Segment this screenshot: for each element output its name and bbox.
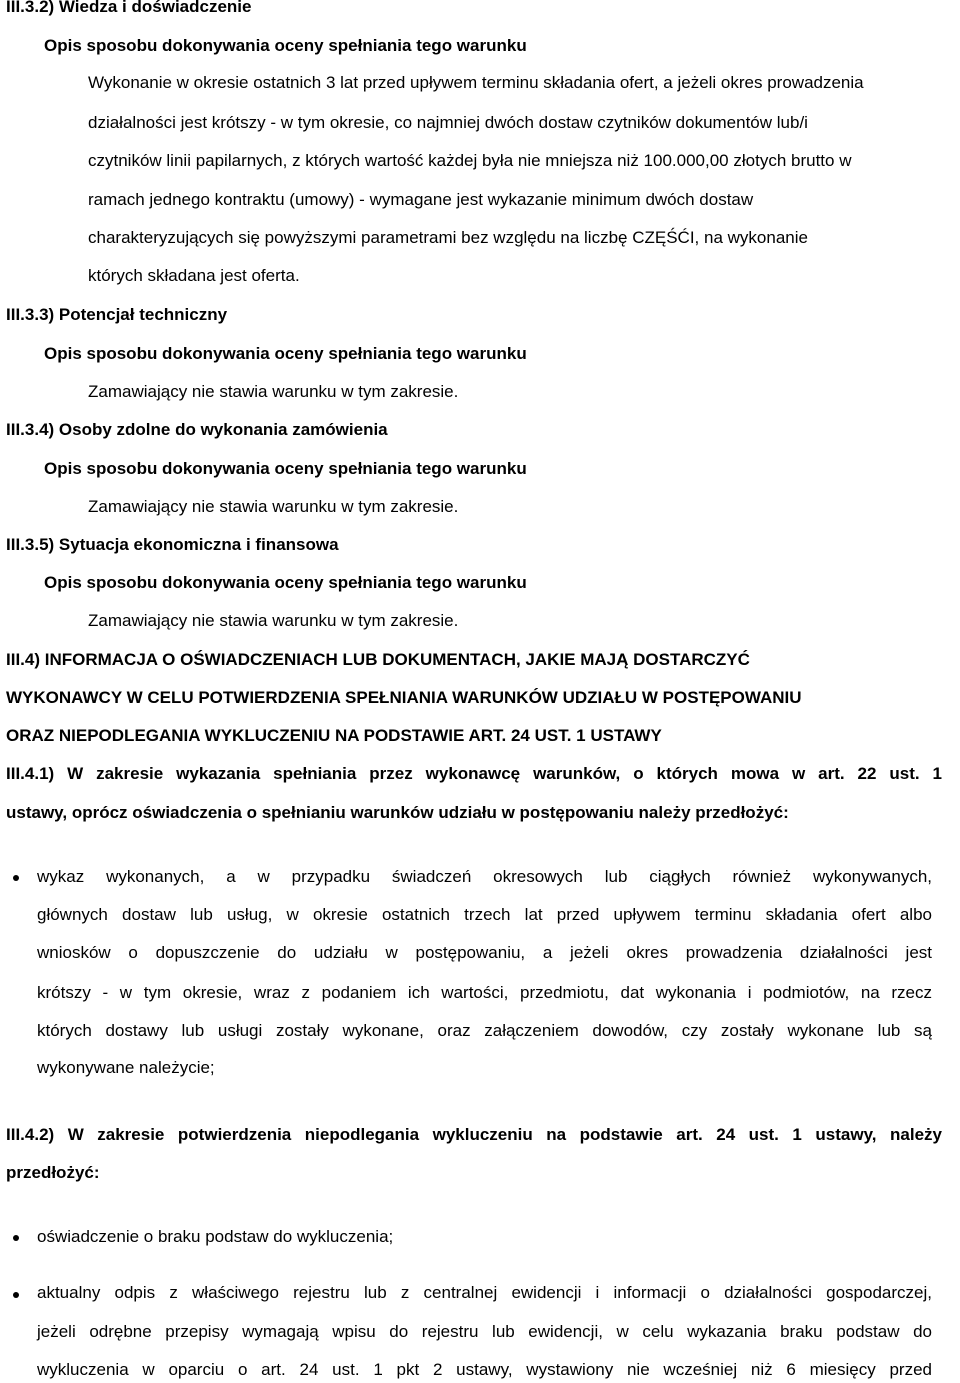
section-heading-informacja: ORAZ NIEPODLEGANIA WYKLUCZENIU NA PODSTAWIE ART. 24 UST. 1 USTAWY — [6, 726, 662, 745]
paragraph-line: ramach jednego kontraktu (umowy) - wymagane jest wykazanie minimum dwóch dostaw — [88, 190, 754, 209]
assessment-description-label: Opis sposobu dokonywania oceny spełniania tego warunku — [44, 344, 527, 363]
assessment-description-label: Opis sposobu dokonywania oceny spełniania tego warunku — [44, 36, 527, 55]
list-item-line: wniosków o dopuszczenie do udziału w postępowaniu, a jeżeli okres prowadzenia działalności jest — [37, 943, 932, 962]
subsection-heading-4-1: III.4.1) W zakresie wykazania spełniania przez wykonawcę warunków, o których mowa w art. 22 ust. 1 — [6, 764, 942, 783]
list-item-line: głównych dostaw lub usług, w okresie ostatnich trzech lat przed upływem terminu składania ofert albo — [37, 905, 932, 924]
subsection-heading-4-1: ustawy, oprócz oświadczenia o spełnianiu warunków udziału w postępowaniu należy przedłożyć: — [6, 803, 789, 822]
paragraph-line: Zamawiający nie stawia warunku w tym zakresie. — [88, 497, 459, 516]
paragraph-line: Zamawiający nie stawia warunku w tym zakresie. — [88, 382, 459, 401]
list-item-line: oświadczenie o braku podstaw do wykluczenia; — [37, 1227, 394, 1246]
subsection-heading-4-2: III.4.2) W zakresie potwierdzenia niepodlegania wykluczeniu na podstawie art. 24 ust. 1 ustawy, należy — [6, 1125, 942, 1144]
paragraph-line: czytników linii papilarnych, z których wartość każdej była nie mniejsza niż 100.000,00 złotych brutto w — [88, 151, 852, 170]
list-item-line: wykluczenia w oparciu o art. 24 ust. 1 pkt 2 ustawy, wystawiony nie wcześniej niż 6 miesięcy przed — [37, 1360, 932, 1379]
subsection-heading-4-2: przedłożyć: — [6, 1163, 100, 1182]
assessment-description-label: Opis sposobu dokonywania oceny spełniania tego warunku — [44, 459, 527, 478]
bullet-icon — [13, 1235, 19, 1241]
list-item-line: aktualny odpis z właściwego rejestru lub z centralnej ewidencji i informacji o działalności gospodarczej, — [37, 1283, 932, 1302]
list-item-line: wykaz wykonanych, a w przypadku świadczeń okresowych lub ciągłych również wykonywanych, — [37, 867, 932, 886]
assessment-description-label: Opis sposobu dokonywania oceny spełniania tego warunku — [44, 573, 527, 592]
list-item-line: wykonywane należycie; — [37, 1058, 215, 1077]
bullet-icon — [13, 875, 19, 881]
paragraph-line: których składana jest oferta. — [88, 266, 300, 285]
list-item-line: których dostawy lub usługi zostały wykonane, oraz załączeniem dowodów, czy zostały wykonane lub są — [37, 1021, 932, 1040]
bullet-icon — [13, 1292, 19, 1298]
paragraph-line: działalności jest krótszy - w tym okresie, co najmniej dwóch dostaw czytników dokumentów lub/i — [88, 113, 808, 132]
section-heading-osoby: III.3.4) Osoby zdolne do wykonania zamówienia — [6, 420, 388, 439]
list-item-line: jeżeli odrębne przepisy wymagają wpisu do rejestru lub ewidencji, w celu wykazania braku podstaw do — [37, 1322, 932, 1341]
section-heading-potencjal: III.3.3) Potencjał techniczny — [6, 305, 228, 324]
section-heading-informacja: III.4) INFORMACJA O OŚWIADCZENIACH LUB DOKUMENTACH, JAKIE MAJĄ DOSTARCZYĆ — [6, 650, 750, 669]
paragraph-line: charakteryzujących się powyższymi parametrami bez względu na liczbę CZĘŚĆI, na wykonanie — [88, 228, 808, 247]
section-heading-wiedza: III.3.2) Wiedza i doświadczenie — [6, 0, 252, 16]
list-item-line: krótszy - w tym okresie, wraz z podaniem ich wartości, przedmiotu, dat wykonania i podmiotów, na rzecz — [37, 983, 932, 1002]
paragraph-line: Zamawiający nie stawia warunku w tym zakresie. — [88, 611, 459, 630]
section-heading-informacja: WYKONAWCY W CELU POTWIERDZENIA SPEŁNIANIA WARUNKÓW UDZIAŁU W POSTĘPOWANIU — [6, 688, 802, 707]
section-heading-sytuacja: III.3.5) Sytuacja ekonomiczna i finansowa — [6, 535, 339, 554]
paragraph-line: Wykonanie w okresie ostatnich 3 lat przed upływem terminu składania ofert, a jeżeli okres prowadzenia — [88, 73, 864, 92]
